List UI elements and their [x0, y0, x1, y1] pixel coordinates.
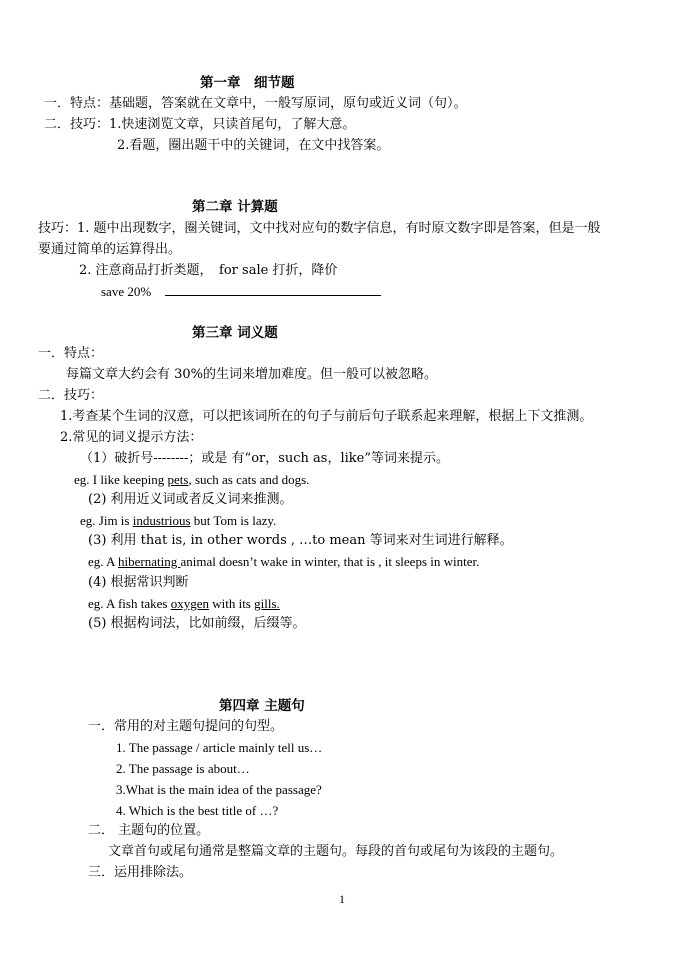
ch4-question-1: 1. The passage / article mainly tell us…	[116, 740, 323, 755]
page-number: 1	[339, 892, 345, 906]
ch3-example-2	[80, 513, 276, 529]
ch3-tips-heading: 二．技巧：	[38, 388, 104, 403]
ex-underlined-word: oxygen	[170, 596, 209, 611]
save-text: save 20%	[101, 284, 152, 299]
ch2-tip-1: 技巧：1. 题中出现数字，圈关键词，文中找对应句的数字信息，有时原文数字即是答案，但是一般	[38, 221, 601, 236]
ex-underlined-word: hibernating	[117, 554, 181, 569]
chapter-3-title: 第三章 词义题	[192, 325, 278, 341]
ch3-tip-2: 2.常见的词义提示方法：	[60, 430, 203, 445]
ch1-tip-1: 二．技巧：1.快速浏览文章，只读首尾句，了解大意。	[44, 117, 356, 132]
chapter-4-title: 第四章 主题句	[219, 698, 305, 714]
ex-text: , such as cats and dogs.	[188, 472, 310, 487]
ch2-tip-1-cont: 要通过简单的运算得出。	[38, 242, 182, 257]
ch4-section-2-text: 文章首句或尾句通常是整篇文章的主题句。每段的首句或尾句为该段的主题句。	[108, 844, 564, 859]
ch3-method-3: (3) 利用 that is, in other words , …to mean 等词来对生词进行解释。	[88, 533, 513, 548]
ex-text: animal doesn’t wake in winter, that is , it sleeps in winter.	[180, 554, 480, 569]
chapter-2-title: 第二章 计算题	[192, 199, 278, 215]
ch4-question-3: 3.What is the main idea of the passage?	[116, 782, 322, 797]
chapter-1-title: 第一章 细节题	[200, 75, 295, 91]
ch3-example-3	[88, 554, 479, 570]
ch4-question-4: 4. Which is the best title of …?	[116, 803, 279, 818]
ch3-method-5: (5) 根据构词法，比如前缀，后缀等。	[88, 616, 306, 631]
ch2-save-line	[101, 284, 381, 300]
ex-underlined-word: pets	[167, 472, 189, 487]
ch3-feature-text: 每篇文章大约会有 30%的生词来增加难度。但一般可以被忽略。	[66, 367, 438, 382]
ch4-section-3: 三．运用排除法。	[88, 865, 193, 880]
ex-text: eg. Jim is	[80, 513, 133, 528]
ex-text: eg. A fish takes	[88, 596, 171, 611]
ch3-method-4: (4) 根据常识判断	[88, 575, 189, 590]
ch1-feature: 一．特点：基础题，答案就在文章中，一般写原词，原句或近义词（句）。	[44, 96, 467, 111]
ch3-feature-heading: 一．特点：	[38, 346, 104, 361]
ex-underlined-word: industrious	[132, 513, 191, 528]
ch3-example-4	[88, 596, 280, 612]
ch3-method-2: (2) 利用近义词或者反义词来推测。	[88, 492, 293, 507]
ch4-section-1: 一．常用的对主题句提问的句型。	[88, 719, 284, 734]
ch3-example-1	[74, 472, 309, 488]
ch4-section-2: 二． 主题句的位置。	[88, 823, 210, 838]
ch4-question-2: 2. The passage is about…	[116, 761, 250, 776]
ex-text: eg. A	[88, 554, 118, 569]
ex-text: eg. I like keeping	[74, 472, 168, 487]
ch2-tip-2: 2. 注意商品打折类题， for sale 打折，降价	[79, 263, 338, 278]
ch1-tip-2: 2.看题，圈出题干中的关键词，在文中找答案。	[117, 138, 390, 153]
ch3-method-1: （1）破折号--------；或是 有“or，such as，like”等词来提示。	[80, 451, 450, 466]
blank-line	[165, 285, 381, 296]
ch3-tip-1: 1.考查某个生词的汉意，可以把该词所在的句子与前后句子联系起来理解，根据上下文推测。	[60, 409, 593, 424]
ex-text: but Tom is lazy.	[190, 513, 277, 528]
ex-text: with its	[208, 596, 255, 611]
ex-underlined-word: gills.	[254, 596, 280, 611]
